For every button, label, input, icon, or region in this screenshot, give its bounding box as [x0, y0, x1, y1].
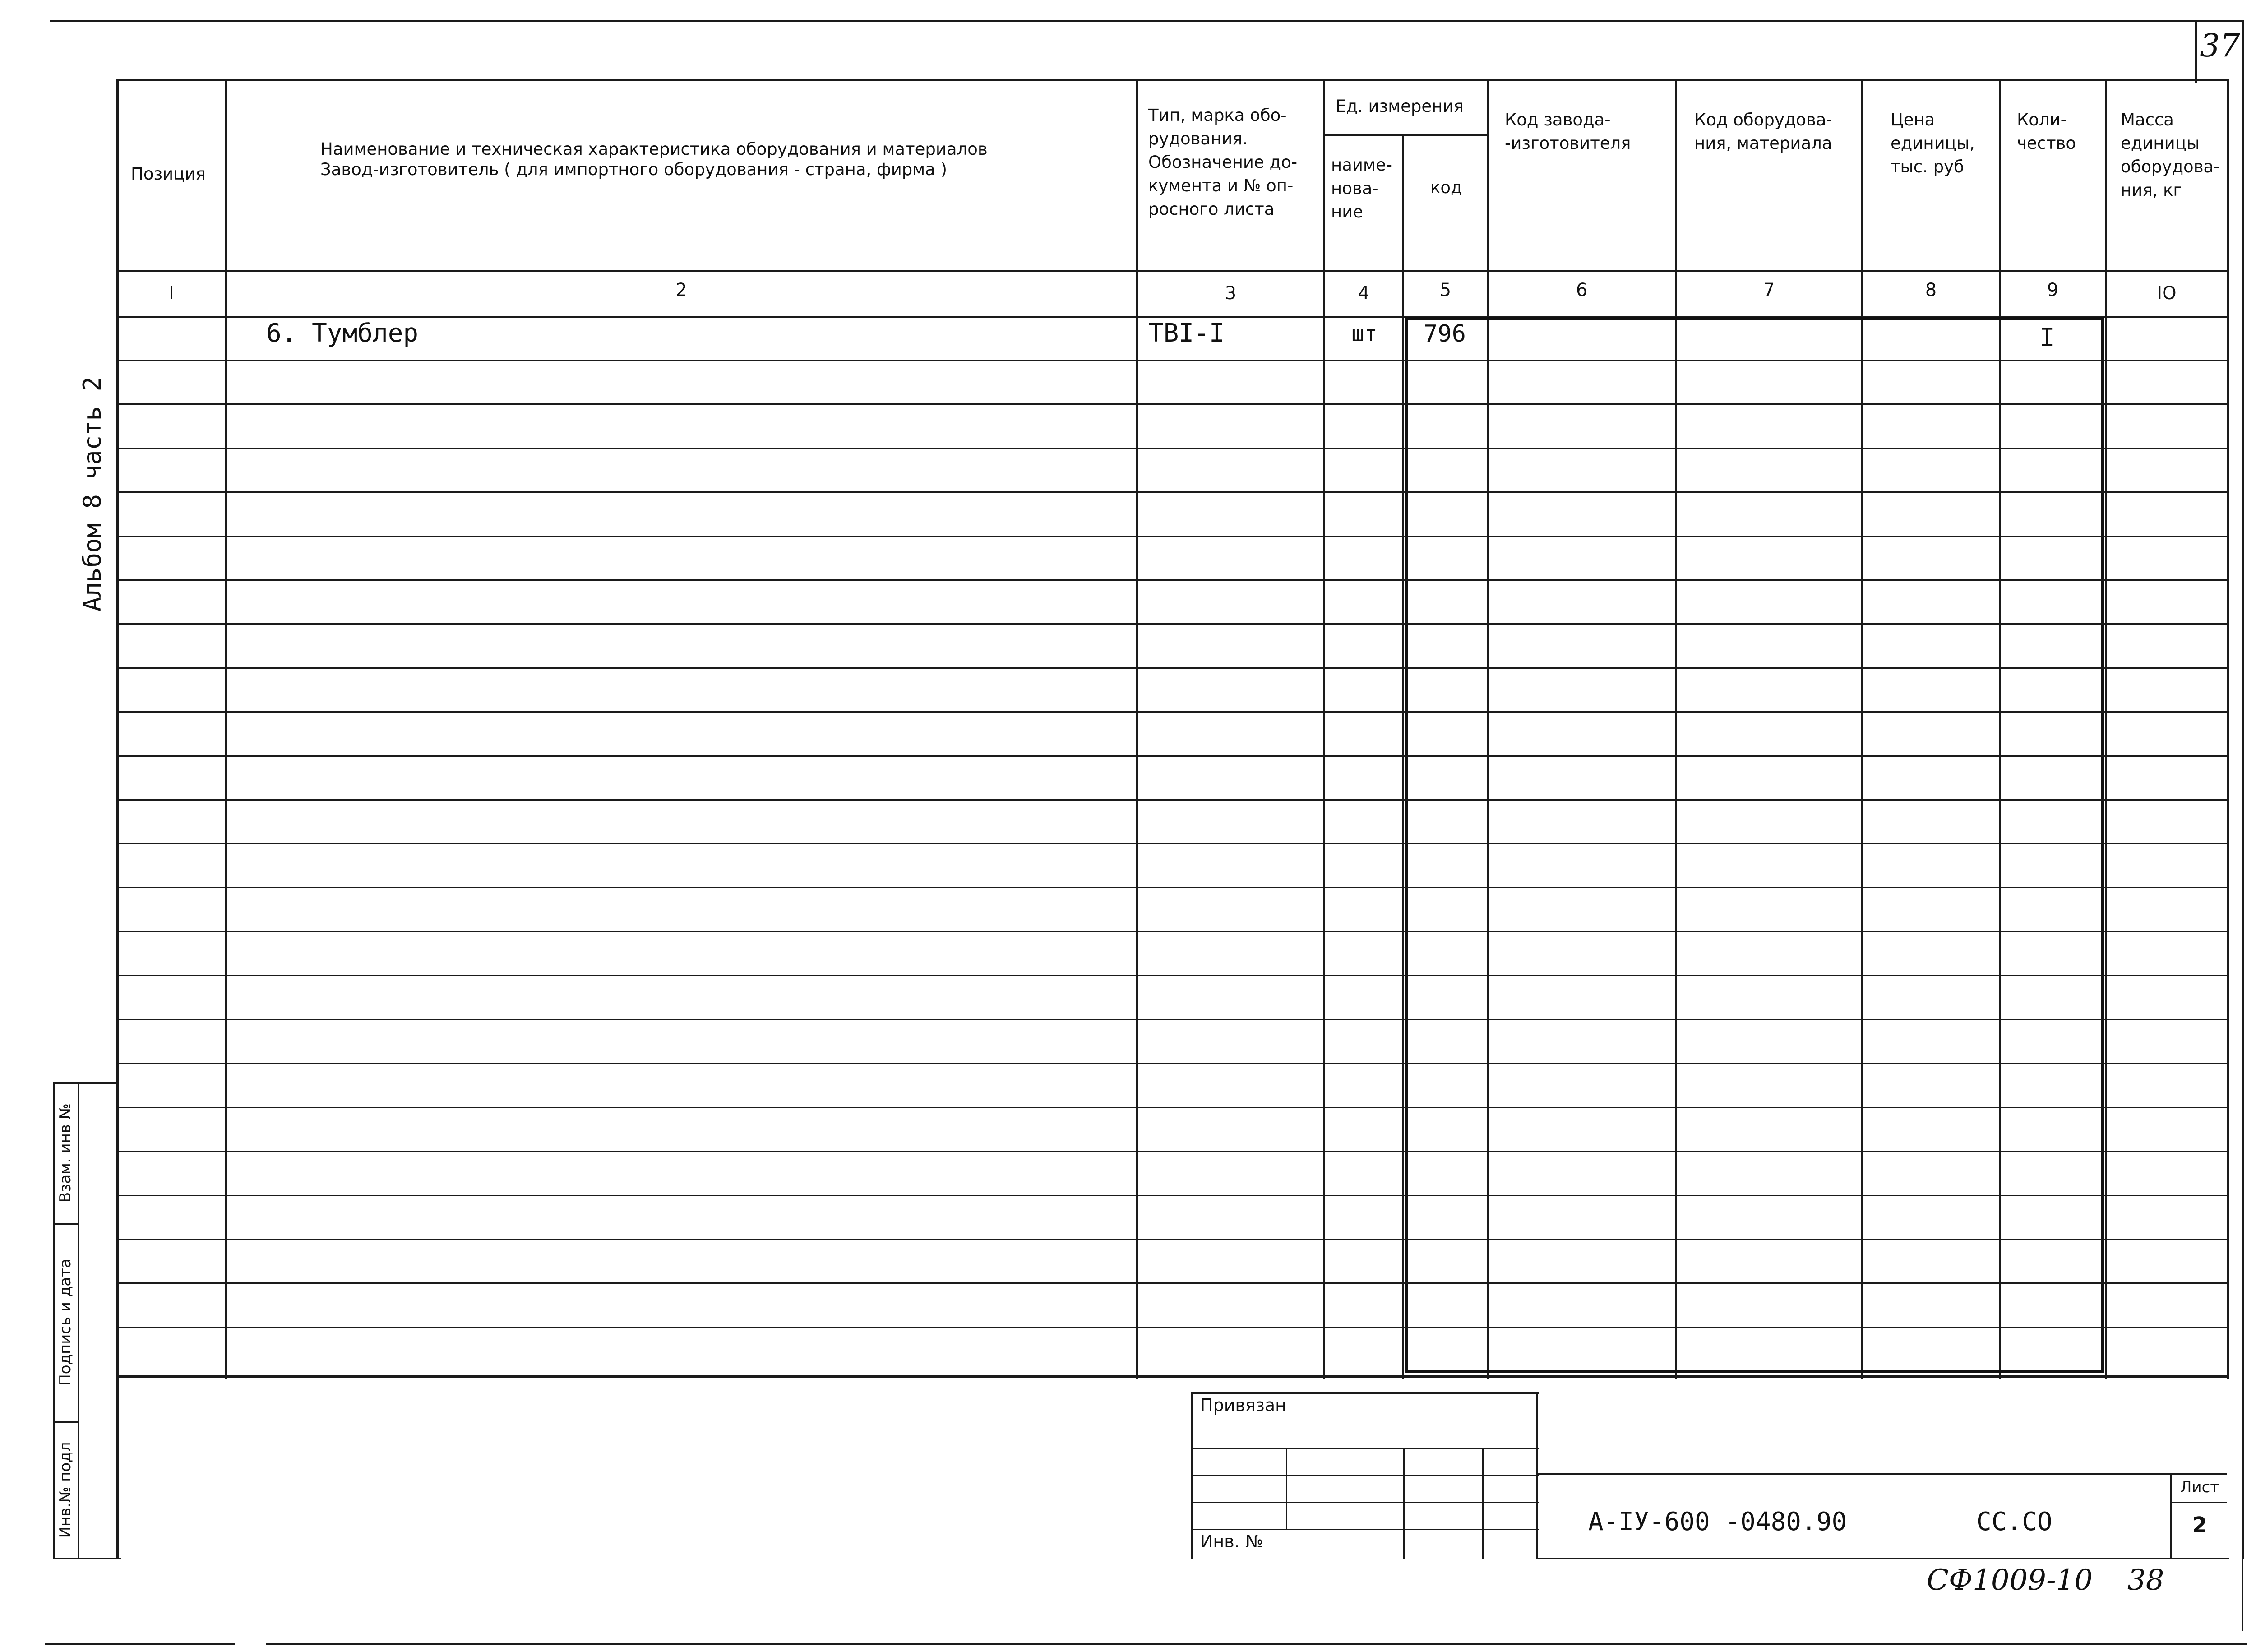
footer-page: 38 — [2127, 1564, 2164, 1597]
col-sep-2 — [1136, 79, 1138, 1379]
row-line — [117, 667, 2229, 669]
bound-box-top — [1191, 1392, 1539, 1394]
stamp-signature-date: Подпись и дата — [56, 1259, 74, 1386]
col-sep-1 — [225, 79, 227, 1379]
colnum-7: 7 — [1763, 280, 1775, 301]
row-line — [117, 403, 2229, 405]
table-top-line — [117, 79, 2229, 81]
row1-type: TBI-I — [1148, 319, 1225, 348]
row-line — [117, 711, 2229, 713]
row-line — [117, 1239, 2229, 1240]
header-quantity: Коли- чество — [2017, 110, 2076, 153]
stamp-replace-inv: Взам. инв № — [56, 1103, 74, 1203]
col-sep-9 — [2105, 79, 2107, 1379]
header-unit-name: наиме- нова- ние — [1331, 155, 1392, 222]
stamp-sep-1 — [53, 1223, 79, 1225]
document-code: А-IУ-600 -0480.90 — [1588, 1507, 1847, 1536]
row-line — [117, 1063, 2229, 1064]
row-line — [117, 1107, 2229, 1108]
right-tick-line — [2242, 1559, 2243, 1631]
row1-quantity: I — [2039, 323, 2055, 352]
row-line — [117, 887, 2229, 888]
row-line — [117, 1019, 2229, 1020]
row-line — [117, 536, 2229, 537]
col-sep-3 — [1323, 79, 1325, 1379]
row-line — [117, 623, 2229, 625]
sheet-box-mid — [2170, 1502, 2227, 1503]
sheet-value: 2 — [2192, 1513, 2207, 1538]
header-price: Цена единицы, тыс. руб — [1891, 110, 1975, 176]
header-bottom-line — [117, 270, 2229, 272]
sheet-label: Лист — [2180, 1478, 2219, 1496]
right-frame-line — [2242, 20, 2244, 1559]
header-type: Тип, марка обо- рудования. Обозначение до- кумента и № оп- росного листа — [1148, 106, 1298, 219]
row-line — [117, 1327, 2229, 1328]
title-block-bottom — [1536, 1558, 2229, 1559]
row-line — [117, 931, 2229, 932]
colnum-9: 9 — [2047, 280, 2059, 301]
row-line — [117, 975, 2229, 976]
row-line — [117, 1195, 2229, 1196]
album-label: Альбом 8 часть 2 — [78, 376, 106, 612]
bottom-edge-right — [266, 1643, 2247, 1645]
header-mass: Масса единицы оборудова- ния, кг — [2121, 110, 2220, 200]
bound-line-1 — [1191, 1448, 1539, 1449]
colnum-3: 3 — [1225, 283, 1237, 304]
row-line — [117, 843, 2229, 844]
colnum-8: 8 — [1925, 280, 1937, 301]
row-line — [117, 799, 2229, 801]
row-line — [117, 755, 2229, 757]
row-line — [117, 1151, 2229, 1152]
row-line — [117, 491, 2229, 493]
row-line — [117, 360, 2229, 361]
table-right-line — [2227, 79, 2229, 1379]
row1-name: 6. Тумблер — [266, 319, 419, 348]
colnum-1: I — [169, 283, 174, 304]
code-box-top — [1536, 1473, 2227, 1475]
row-line — [117, 448, 2229, 449]
colnum-4: 4 — [1358, 283, 1370, 304]
stamp-bottom-line — [53, 1558, 121, 1559]
inv-label: Инв. № — [1200, 1532, 1263, 1551]
row1-code: 796 — [1424, 320, 1466, 347]
bound-vline-2 — [1403, 1448, 1405, 1559]
stamp-mid-line — [78, 1082, 79, 1559]
sheet-number-box-left — [2195, 20, 2197, 83]
table-bottom-line — [117, 1375, 2229, 1378]
bound-label: Привязан — [1200, 1395, 1286, 1415]
bound-line-4 — [1191, 1529, 1539, 1530]
bold-code-block — [1405, 317, 2104, 1373]
colnum-5: 5 — [1439, 280, 1452, 301]
header-equipment-code: Код оборудова- ния, материала — [1694, 110, 1832, 153]
sheet-number-top: 37 — [2200, 27, 2240, 64]
header-unit-group: Ед. измерения — [1336, 97, 1464, 116]
row-line — [117, 1282, 2229, 1284]
colnum-6: 6 — [1576, 280, 1588, 301]
bound-vline-3 — [1482, 1448, 1484, 1559]
colnum-2: 2 — [675, 280, 687, 301]
header-unit-code: код — [1430, 178, 1462, 197]
row-line — [117, 579, 2229, 581]
bound-line-2 — [1191, 1475, 1539, 1476]
unit-group-line — [1324, 134, 1489, 136]
row1-unit: шт — [1351, 321, 1378, 347]
document-mark: СС.СО — [1976, 1507, 2053, 1536]
header-position: Позиция — [131, 164, 206, 184]
bottom-edge-left — [45, 1643, 235, 1645]
colnum-10: IO — [2157, 283, 2177, 304]
stamp-original-inv: Инв.№ подл — [56, 1442, 74, 1538]
footer-code: СФ1009-10 — [1927, 1564, 2093, 1597]
top-border-line — [50, 20, 2243, 22]
header-name-line2: Завод-изготовитель ( для импортного оборудования - страна, фирма ) — [320, 160, 948, 179]
bound-vline-1 — [1286, 1448, 1287, 1530]
header-name-line1: Наименование и техническая характеристика оборудования и материалов — [320, 139, 988, 159]
header-manufacturer-code: Код завода- -изготовителя — [1505, 110, 1631, 153]
bound-line-3 — [1191, 1502, 1539, 1503]
